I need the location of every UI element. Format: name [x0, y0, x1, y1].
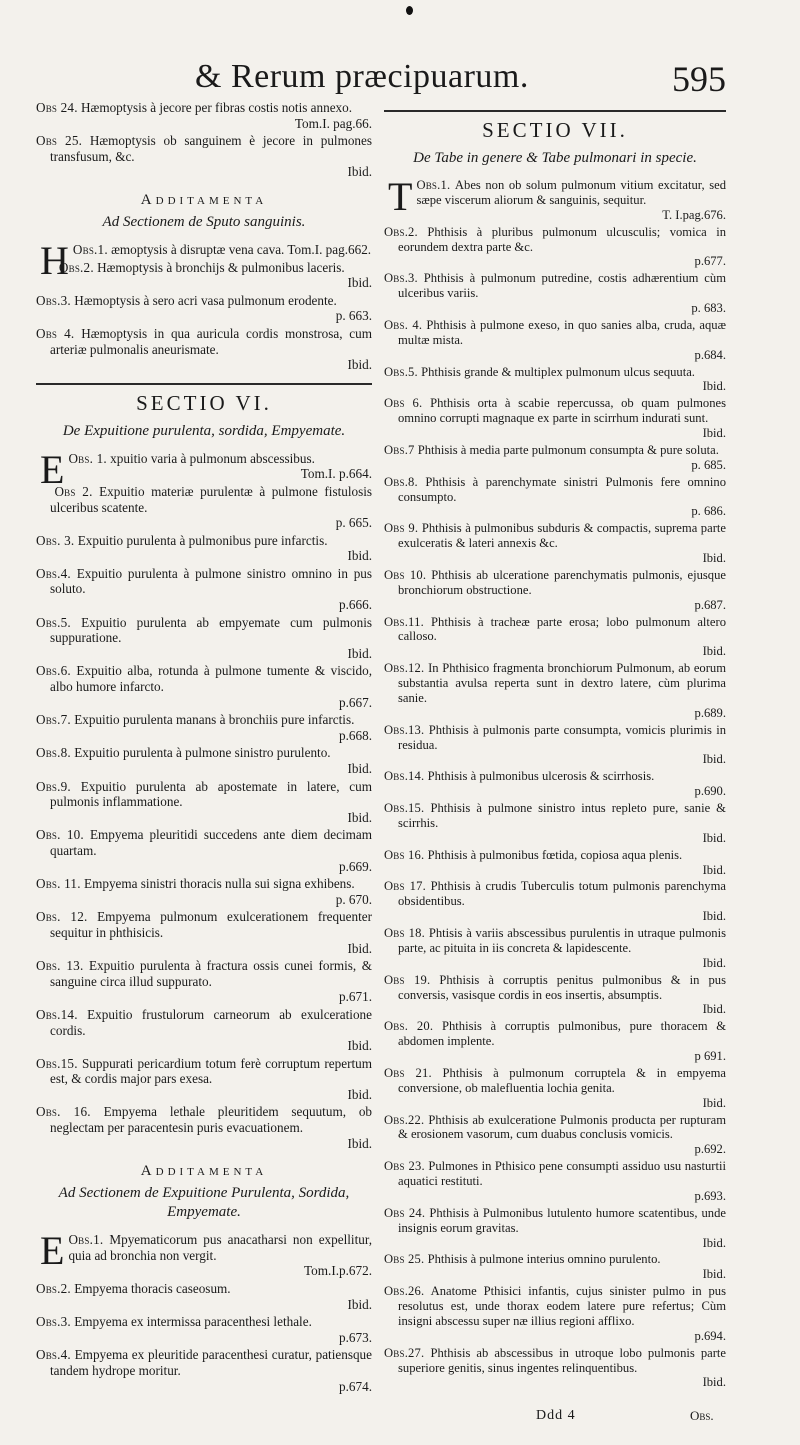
entry-text: Phthisis ab ulceratione parenchymatis pulmonis, ejusque bronchiorum obstructione. — [398, 567, 726, 597]
page-reference: p 691. — [694, 1049, 726, 1063]
page-reference: Ibid. — [702, 830, 726, 845]
section-vii-entries — [384, 225, 726, 1391]
obs-label: Obs. 10. — [36, 827, 84, 843]
entry-text: Empyema pleuritidi succedens ante diem decimam quartam. — [50, 827, 373, 858]
index-entry — [36, 293, 372, 324]
section-heading-vi: SECTIO VI. — [136, 390, 272, 415]
obs-label: Obs.22. — [384, 1112, 425, 1127]
index-entry — [384, 1019, 726, 1064]
entry-text: Phthisis à pulmonum putredine, costis adhærentium cùm ulceribus variis. — [398, 271, 726, 301]
index-entry — [384, 318, 726, 363]
page-reference: p.671. — [339, 989, 372, 1005]
index-entry — [384, 1159, 726, 1204]
page-reference: p.684. — [694, 347, 726, 362]
entry-text: In Phthisico fragmenta bronchiorum Pulmonum, ab eorum substantia avulsa reperta sunt in dextro latere, cùm plurima sanie. — [398, 661, 726, 705]
obs-label: Obs 24. — [384, 1205, 426, 1220]
page-reference: Ibid. — [702, 379, 726, 394]
index-entry — [36, 1104, 372, 1151]
index-entry — [384, 801, 726, 846]
index-entry — [36, 260, 372, 291]
page-reference: p.690. — [694, 784, 726, 799]
entry-text: Phthisis à pulmonum corruptela & in empyema conversione, ob malefluentia lochia genita. — [398, 1065, 726, 1095]
entry-text: Phthisis ab abscessibus in utroque lobo pulmonis parte superiore genitis, sinus ingentes relinquentibus. — [398, 1345, 726, 1375]
page-reference: p. 663. — [335, 308, 372, 324]
obs-label: Obs 21. — [384, 1065, 432, 1080]
entry-text: Empyema ex pleuritide paracenthesi curatur, patiensque tandem hydrope moritur. — [50, 1347, 372, 1378]
left-column — [36, 100, 372, 1396]
obs-label: Obs.4. — [36, 1347, 71, 1363]
obs-label: Obs.3. — [384, 271, 418, 286]
index-entry — [36, 1281, 372, 1312]
index-entry — [36, 615, 372, 662]
obs-label: Obs 25. — [36, 133, 83, 149]
index-entry — [36, 827, 372, 874]
page-reference: p.667. — [339, 694, 372, 710]
obs-label: Obs 4. — [36, 325, 75, 341]
page-reference: Ibid. — [702, 426, 726, 440]
obs-label: Obs 2. — [54, 483, 93, 499]
entry-text: Pulmones in Pthisico pene consumpti assiduo usu nasturtii aquatici restituti. — [398, 1159, 726, 1188]
entry-text: Suppurati pericardium totum ferè corruptum repertum est, & cordis major pars exesa. — [50, 1055, 372, 1087]
page-reference: p. 686. — [691, 504, 726, 519]
obs-label: Obs.8. — [384, 474, 418, 489]
section-vi-entries — [36, 484, 372, 1151]
obs-label: Obs.15. — [384, 801, 425, 815]
index-entry — [36, 326, 372, 373]
entry-text: Expuitio materiæ purulentæ à pulmone fistulosis ulceribus scatente. — [50, 483, 373, 515]
index-entry — [384, 521, 726, 566]
running-head: & Rerum præcipuarum. — [195, 58, 529, 95]
section-subtitle-vii: De Tabe in genere & Tabe pulmonari in specie. — [413, 150, 697, 166]
index-entry — [384, 1252, 726, 1282]
page-number: 595 — [672, 59, 726, 99]
obs-label: Obs.8. — [36, 745, 71, 761]
additamenta-heading-2: Additamenta — [140, 1163, 268, 1180]
entry-text: Empyema thoracis caseosum. — [74, 1281, 231, 1297]
index-entry: Obs.1. T Abes non ob solum pulmonum vitium excitatur, sed sæpe viscerum aliorum & sanguinis, sequitur. T. I.pag.676. — [388, 174, 726, 222]
entry-text: Hæmoptysis à bronchijs & pulmonibus laceris. — [97, 259, 345, 275]
page-reference: p. 665. — [335, 515, 372, 531]
entry-text: Phthisis grande & multiplex pulmonum ulcus sequuta. — [421, 364, 695, 379]
obs-label: Obs.15. — [36, 1055, 78, 1071]
index-entry — [36, 533, 372, 564]
index-entry — [384, 1206, 726, 1251]
page-reference: Tom.I. pag.66. — [294, 115, 372, 131]
index-entry: Obs.1. E Mpyematicorum pus anacatharsi non expellitur, quia ad bronchia non vergit. Tom.I.p.672. — [40, 1228, 373, 1279]
entry-text: Phthisis à pulmonibus subduris & compactis, suprema parte exulceratis & lateri annexis &c. — [398, 521, 726, 551]
obs-label: Obs 17. — [384, 879, 426, 894]
index-entry — [36, 1007, 372, 1054]
obs-label: Obs 25. — [384, 1252, 425, 1267]
index-entry — [384, 879, 726, 924]
index-entry — [36, 712, 372, 743]
obs-label: Obs. 16. — [36, 1104, 91, 1120]
entry-text: Expuitio purulenta à pulmone sinistro omnino in pus soluto. — [50, 565, 373, 597]
obs-label: Obs.9. — [36, 778, 71, 794]
entry-text: Phthisis à tracheæ parte erosa; lobo pulmonum altero calloso. — [398, 614, 726, 644]
entry-text: Expuitio purulenta à pulmonibus pure infarctis. — [77, 532, 328, 548]
page-reference: p.694. — [694, 1328, 726, 1343]
entry-text: Phthisis à pulmone sinistro intus repleto pure, sanie & scirrhis. — [398, 801, 726, 830]
section-rule — [384, 110, 726, 112]
additamenta-subtitle-2: Ad Sectionem de Expuitione Purulenta, Sordida, Empyemate. — [58, 1185, 350, 1221]
page-reference: Ibid. — [347, 275, 372, 291]
obs-label: Obs.3. — [36, 1314, 71, 1330]
index-entry — [384, 615, 726, 660]
page-reference: p.666. — [339, 597, 372, 613]
obs-label: Obs.2. — [36, 1281, 71, 1297]
page-reference: p. 685. — [691, 457, 726, 472]
obs-label: Obs 24. — [36, 100, 78, 115]
obs-label: Obs.4. — [36, 565, 71, 581]
entry-text: Phthisis à Pulmonibus lutulento humore scatentibus, unde insignis eorum gravitas. — [398, 1205, 726, 1235]
entry-text: Phthisis à media parte pulmonum consumpta & pure soluta. — [417, 442, 719, 457]
entry-text: Expuitio alba, rotunda à pulmone tumente & viscido, albo humore infarcto. — [50, 663, 372, 695]
page-reference: p. 670. — [335, 891, 372, 907]
entry-text: Phthisis à parenchymate sinistri Pulmonis fere omnino consumpto. — [398, 474, 726, 504]
index-entry — [384, 396, 726, 441]
page-reference: p.668. — [339, 727, 372, 743]
additamenta-heading-1: Additamenta — [140, 191, 268, 208]
page-reference: Ibid. — [702, 1375, 726, 1390]
entry-text: Empyema pulmonum exulcerationem frequenter sequitur in phthisicis. — [50, 909, 372, 940]
ink-blot — [406, 6, 413, 15]
obs-label: Obs.2. — [384, 224, 418, 239]
obs-label: Obs 23. — [384, 1159, 425, 1174]
entry-text: Phthisis à pulmonis parte consumpta, vomicis plurimis in residua. — [398, 722, 726, 752]
index-entry — [36, 1347, 372, 1394]
page-reference: Ibid. — [347, 809, 372, 825]
entry-text: Expuitio purulenta à pulmone sinistro purulento. — [74, 745, 331, 761]
obs-label: Obs.12. — [384, 661, 425, 676]
index-entry — [384, 1113, 726, 1158]
additamenta-subtitle-1: Ad Sectionem de Sputo sanguinis. — [102, 213, 306, 230]
catchword: Obs. — [690, 1408, 714, 1423]
entry-text: Expuitio frustulorum carneorum ab exulceratione cordis. — [50, 1006, 373, 1038]
index-entry — [384, 848, 726, 878]
right-column — [384, 100, 726, 1392]
obs-label: Obs.7. — [36, 712, 71, 728]
page-reference: Ibid. — [347, 645, 372, 661]
obs-label: Obs 9. — [384, 521, 419, 536]
page-reference: p.673. — [339, 1329, 372, 1345]
page-reference: p.689. — [694, 705, 726, 720]
page-reference: Ibid. — [347, 761, 372, 776]
index-entry — [384, 225, 726, 270]
entry-text: Empyema lethale pleuritidem sequutum, ob neglectam per paracentesin puris evacuationem. — [50, 1104, 373, 1136]
entry-text: Phthisis à pulmone interius omnino purulento. — [427, 1252, 661, 1267]
index-entry: Obs.1. H æmoptysis à disruptæ vena cava. Tom.I. pag.662. — [40, 237, 372, 283]
page-reference: Ibid. — [347, 1038, 372, 1054]
page-reference: p. 683. — [691, 301, 726, 315]
additamenta-2-entries — [36, 1281, 372, 1394]
index-entry — [36, 876, 372, 907]
page-reference: Ibid. — [702, 1002, 726, 1017]
page-reference: Ibid. — [347, 1135, 372, 1151]
obs-label: Obs 18. — [384, 926, 426, 940]
entry-text: Hæmoptysis à jecore per fibras costis notis annexo. — [81, 100, 353, 115]
page-reference: Ibid. — [702, 752, 726, 767]
page-reference: Ibid. — [347, 357, 372, 373]
obs-label: Obs.5. — [384, 364, 418, 379]
additamenta-1-entries — [36, 260, 372, 373]
page-reference: Ibid. — [347, 164, 372, 180]
entry-text: Expuitio purulenta manans à bronchiis pure infarctis. — [74, 712, 355, 728]
obs-label: Obs.13. — [384, 722, 425, 737]
signature-mark: Ddd 4 — [536, 1408, 576, 1423]
obs-label: Obs.14. — [384, 769, 425, 784]
obs-label: Obs 6. — [384, 396, 423, 411]
obs-label: Obs.27. — [384, 1345, 425, 1360]
index-entry — [384, 271, 726, 316]
index-entry — [384, 365, 726, 395]
index-entry — [384, 926, 726, 971]
index-entry — [36, 1056, 372, 1103]
left-top-entries — [36, 100, 372, 180]
index-entry — [36, 909, 372, 956]
index-entry — [36, 779, 372, 826]
entry-text: Anatome Pthisici infantis, cujus sinister pulmo in pus resolutus est, unde thorax eodem latere pure refertus; Cùm insigni abscessu super næ illius regioni afflixo. — [398, 1284, 726, 1328]
page-reference: Ibid. — [702, 1267, 726, 1282]
obs-label: Obs.7 — [384, 442, 415, 457]
index-entry — [36, 958, 372, 1005]
obs-label: Obs.2. — [58, 259, 94, 275]
index-entry — [384, 661, 726, 721]
entry-text: Hæmoptysis in qua auricula cordis monstrosa, cum arteriæ pulmonalis aneurismate. — [50, 325, 372, 357]
entry-text: Phtisis à variis abscessibus purulentis in utraque pulmonis parte, ac pituita in iis concreta & lapidescente. — [398, 926, 726, 955]
obs-label: Obs. 20. — [384, 1019, 434, 1034]
obs-label: Obs.11. — [384, 614, 424, 629]
obs-label: Obs. 11. — [36, 876, 81, 892]
entry-text: Expuitio purulenta à fractura ossis cunei formis, & sanguine circa illud suppurato. — [50, 958, 373, 989]
obs-label: Obs.26. — [384, 1284, 425, 1299]
index-entry — [384, 973, 726, 1018]
entry-text: Hæmoptysis à sero acri vasa pulmonum erodente. — [74, 292, 337, 308]
entry-text: Phthisis orta à scabie repercussa, ob quam pulmones omnino corrupti magnaque ex parte in scirrhum indurati sunt. — [398, 396, 726, 426]
obs-label: Obs 10. — [384, 567, 427, 582]
entry-text: Phthisis à crudis Tuberculis totum pulmonis parenchyma obsidentibus. — [398, 879, 726, 909]
index-entry — [36, 100, 372, 131]
page-reference: p.669. — [339, 858, 372, 874]
entry-text: Phthisis à pulmone exeso, in quo sanies alba, cruda, aquæ multæ mista. — [398, 317, 727, 347]
page-reference: p.692. — [694, 1142, 726, 1157]
entry-text: Phthisis à corruptis pulmonibus, pure thoracem & abdomen implente. — [398, 1019, 726, 1049]
page-reference: Ibid. — [702, 862, 726, 877]
obs-label: Obs.3. — [36, 292, 71, 308]
page-reference: Ibid. — [702, 644, 726, 659]
section-heading-vii: SECTIO VII. — [482, 118, 628, 142]
index-entry — [384, 1284, 726, 1344]
entry-text: Phthisis à pluribus pulmonum ulcusculis; vomica in eorundem dextra parte &c. — [398, 224, 726, 254]
obs-label: Obs 16. — [384, 847, 425, 862]
obs-label: Obs.6. — [36, 663, 71, 679]
section-rule — [36, 383, 372, 385]
obs-label: Obs 19. — [384, 972, 431, 987]
page-reference: Ibid. — [702, 1095, 726, 1110]
page-reference: p.674. — [339, 1378, 372, 1394]
entry-text: Expuitio purulenta ab empyemate cum pulmonis suppuratione. — [50, 614, 372, 646]
index-entry — [384, 1066, 726, 1111]
index-entry — [384, 1346, 726, 1391]
obs-label: Obs.14. — [36, 1006, 78, 1022]
obs-label: Obs. 13. — [36, 958, 84, 974]
index-entry — [36, 1314, 372, 1345]
index-entry — [384, 475, 726, 520]
entry-text: Expuitio purulenta ab apostemate in latere, cum pulmonis inflammatione. — [50, 778, 372, 810]
index-entry — [384, 568, 726, 613]
obs-label: Obs. 12. — [36, 909, 88, 925]
entry-text: Phthisis à corruptis penitus pulmonibus & in pus conversis, vasisque cordis in eos insertis, absumptis. — [398, 972, 726, 1002]
page-reference: Ibid. — [347, 1086, 372, 1102]
index-entry — [384, 723, 726, 768]
page-reference: p.677. — [694, 254, 726, 269]
page-reference: Ibid. — [347, 1296, 372, 1312]
page-reference: Ibid. — [702, 551, 726, 565]
page-reference: Ibid. — [702, 1235, 726, 1250]
entry-text: Phthisis ab exulceratione Pulmonis producta per rupturam & erosionem vasorum, cum duabus conclusis vomicis. — [398, 1112, 726, 1142]
index-entry — [36, 566, 372, 613]
page-reference: Ibid. — [347, 940, 372, 956]
page-reference: p.687. — [694, 597, 726, 612]
index-entry — [384, 443, 726, 473]
obs-label: Obs. 3. — [36, 532, 75, 548]
index-entry — [36, 484, 372, 531]
index-entry — [36, 745, 372, 776]
entry-text: Empyema sinistri thoracis nulla sui signa exhibens. — [84, 876, 355, 892]
entry-text: Empyema ex intermissa paracenthesi lethale. — [74, 1314, 312, 1330]
obs-label: Obs.5. — [36, 614, 71, 630]
index-entry — [36, 663, 372, 710]
page-reference: p.693. — [694, 1188, 726, 1203]
page-reference: Ibid. — [702, 909, 726, 924]
section-subtitle-vi: De Expuitione purulenta, sordida, Empyemate. — [62, 422, 346, 439]
page-reference: Ibid. — [702, 955, 726, 970]
index-entry — [36, 133, 372, 180]
index-entry: Obs. 1. E xpuitio varia à pulmonum abscessibus. Tom.I. p.664. — [40, 446, 372, 492]
entry-text: Phthisis à pulmonibus fœtida, copiosa aqua plenis. — [427, 847, 683, 862]
obs-label: Obs. 4. — [384, 317, 423, 332]
page-reference: Ibid. — [347, 548, 372, 564]
entry-text: Hæmoptysis ob sanguinem è jecore in pulmones transfusum, &c. — [50, 133, 373, 164]
index-entry — [384, 769, 726, 799]
entry-text: Phthisis à pulmonibus ulcerosis & scirrhosis. — [427, 769, 655, 784]
